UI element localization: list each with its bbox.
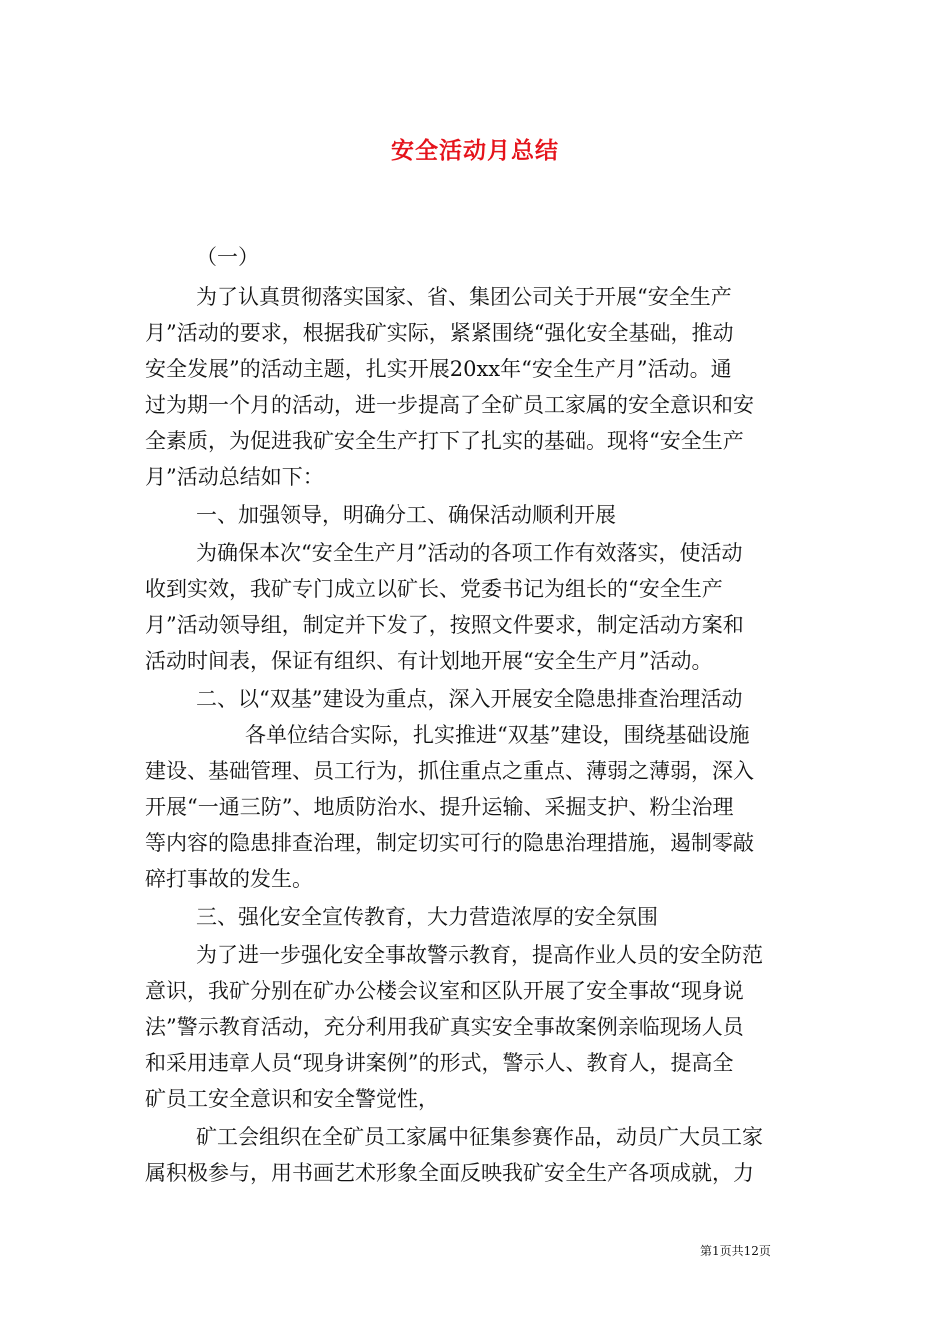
section-heading: 三、强化安全宣传教育，大力营造浓厚的安全氛围 [196,905,658,929]
section-marker: （一） [196,245,259,269]
paragraph-line: 和采用违章人员“现身讲案例”的形式，警示人、教育人，提高全 [145,1051,734,1075]
document-title: 安全活动月总结 [391,137,559,164]
section-heading: 一、加强领导，明确分工、确保活动顺利开展 [196,503,616,527]
paragraph-line: 过为期一个月的活动，进一步提高了全矿员工家属的安全意识和安 [145,393,754,417]
paragraph-line: 建设、基础管理、员工行为，抓住重点之重点、薄弱之薄弱，深入 [145,759,754,783]
paragraph-line: 月”活动领导组，制定并下发了，按照文件要求，制定活动方案和 [145,613,744,637]
paragraph-line: 各单位结合实际，扎实推进“双基”建设，围绕基础设施 [245,723,750,747]
section-heading: 二、以“双基”建设为重点，深入开展安全隐患排查治理活动 [196,687,743,711]
paragraph-line: 为了认真贯彻落实国家、省、集团公司关于开展“安全生产 [196,285,732,309]
paragraph-line: 意识，我矿分别在矿办公楼会议室和区队开展了安全事故“现身说 [145,979,744,1003]
paragraph-line: 月”活动总结如下： [145,465,324,489]
page-number: 第1页共12页 [700,1244,771,1258]
paragraph-line: 月”活动的要求，根据我矿实际，紧紧围绕“强化安全基础，推动 [145,321,734,345]
paragraph-line: 等内容的隐患排查治理，制定切实可行的隐患治理措施，遏制零敲 [145,831,754,855]
paragraph-line: 安全发展”的活动主题，扎实开展20xx年“安全生产月”活动。通 [145,357,732,381]
paragraph-line: 为确保本次“安全生产月”活动的各项工作有效落实，使活动 [196,541,743,565]
paragraph-line: 收到实效，我矿专门成立以矿长、党委书记为组长的“安全生产 [145,577,723,601]
paragraph-line: 为了进一步强化安全事故警示教育，提高作业人员的安全防范 [196,943,763,967]
paragraph-line: 碎打事故的发生。 [145,867,313,891]
paragraph-line: 开展“一通三防”、地质防治水、提升运输、采掘支护、粉尘治理 [145,795,734,819]
paragraph-line: 法”警示教育活动，充分利用我矿真实安全事故案例亲临现场人员 [145,1015,744,1039]
paragraph-line: 活动时间表，保证有组织、有计划地开展“安全生产月”活动。 [145,649,713,673]
paragraph-line: 矿员工安全意识和安全警觉性， [145,1087,439,1111]
paragraph-line: 矿工会组织在全矿员工家属中征集参赛作品，动员广大员工家 [196,1125,763,1149]
paragraph-line: 属积极参与，用书画艺术形象全面反映我矿安全生产各项成就，力 [145,1161,754,1185]
paragraph-line: 全素质，为促进我矿安全生产打下了扎实的基础。现将“安全生产 [145,429,744,453]
